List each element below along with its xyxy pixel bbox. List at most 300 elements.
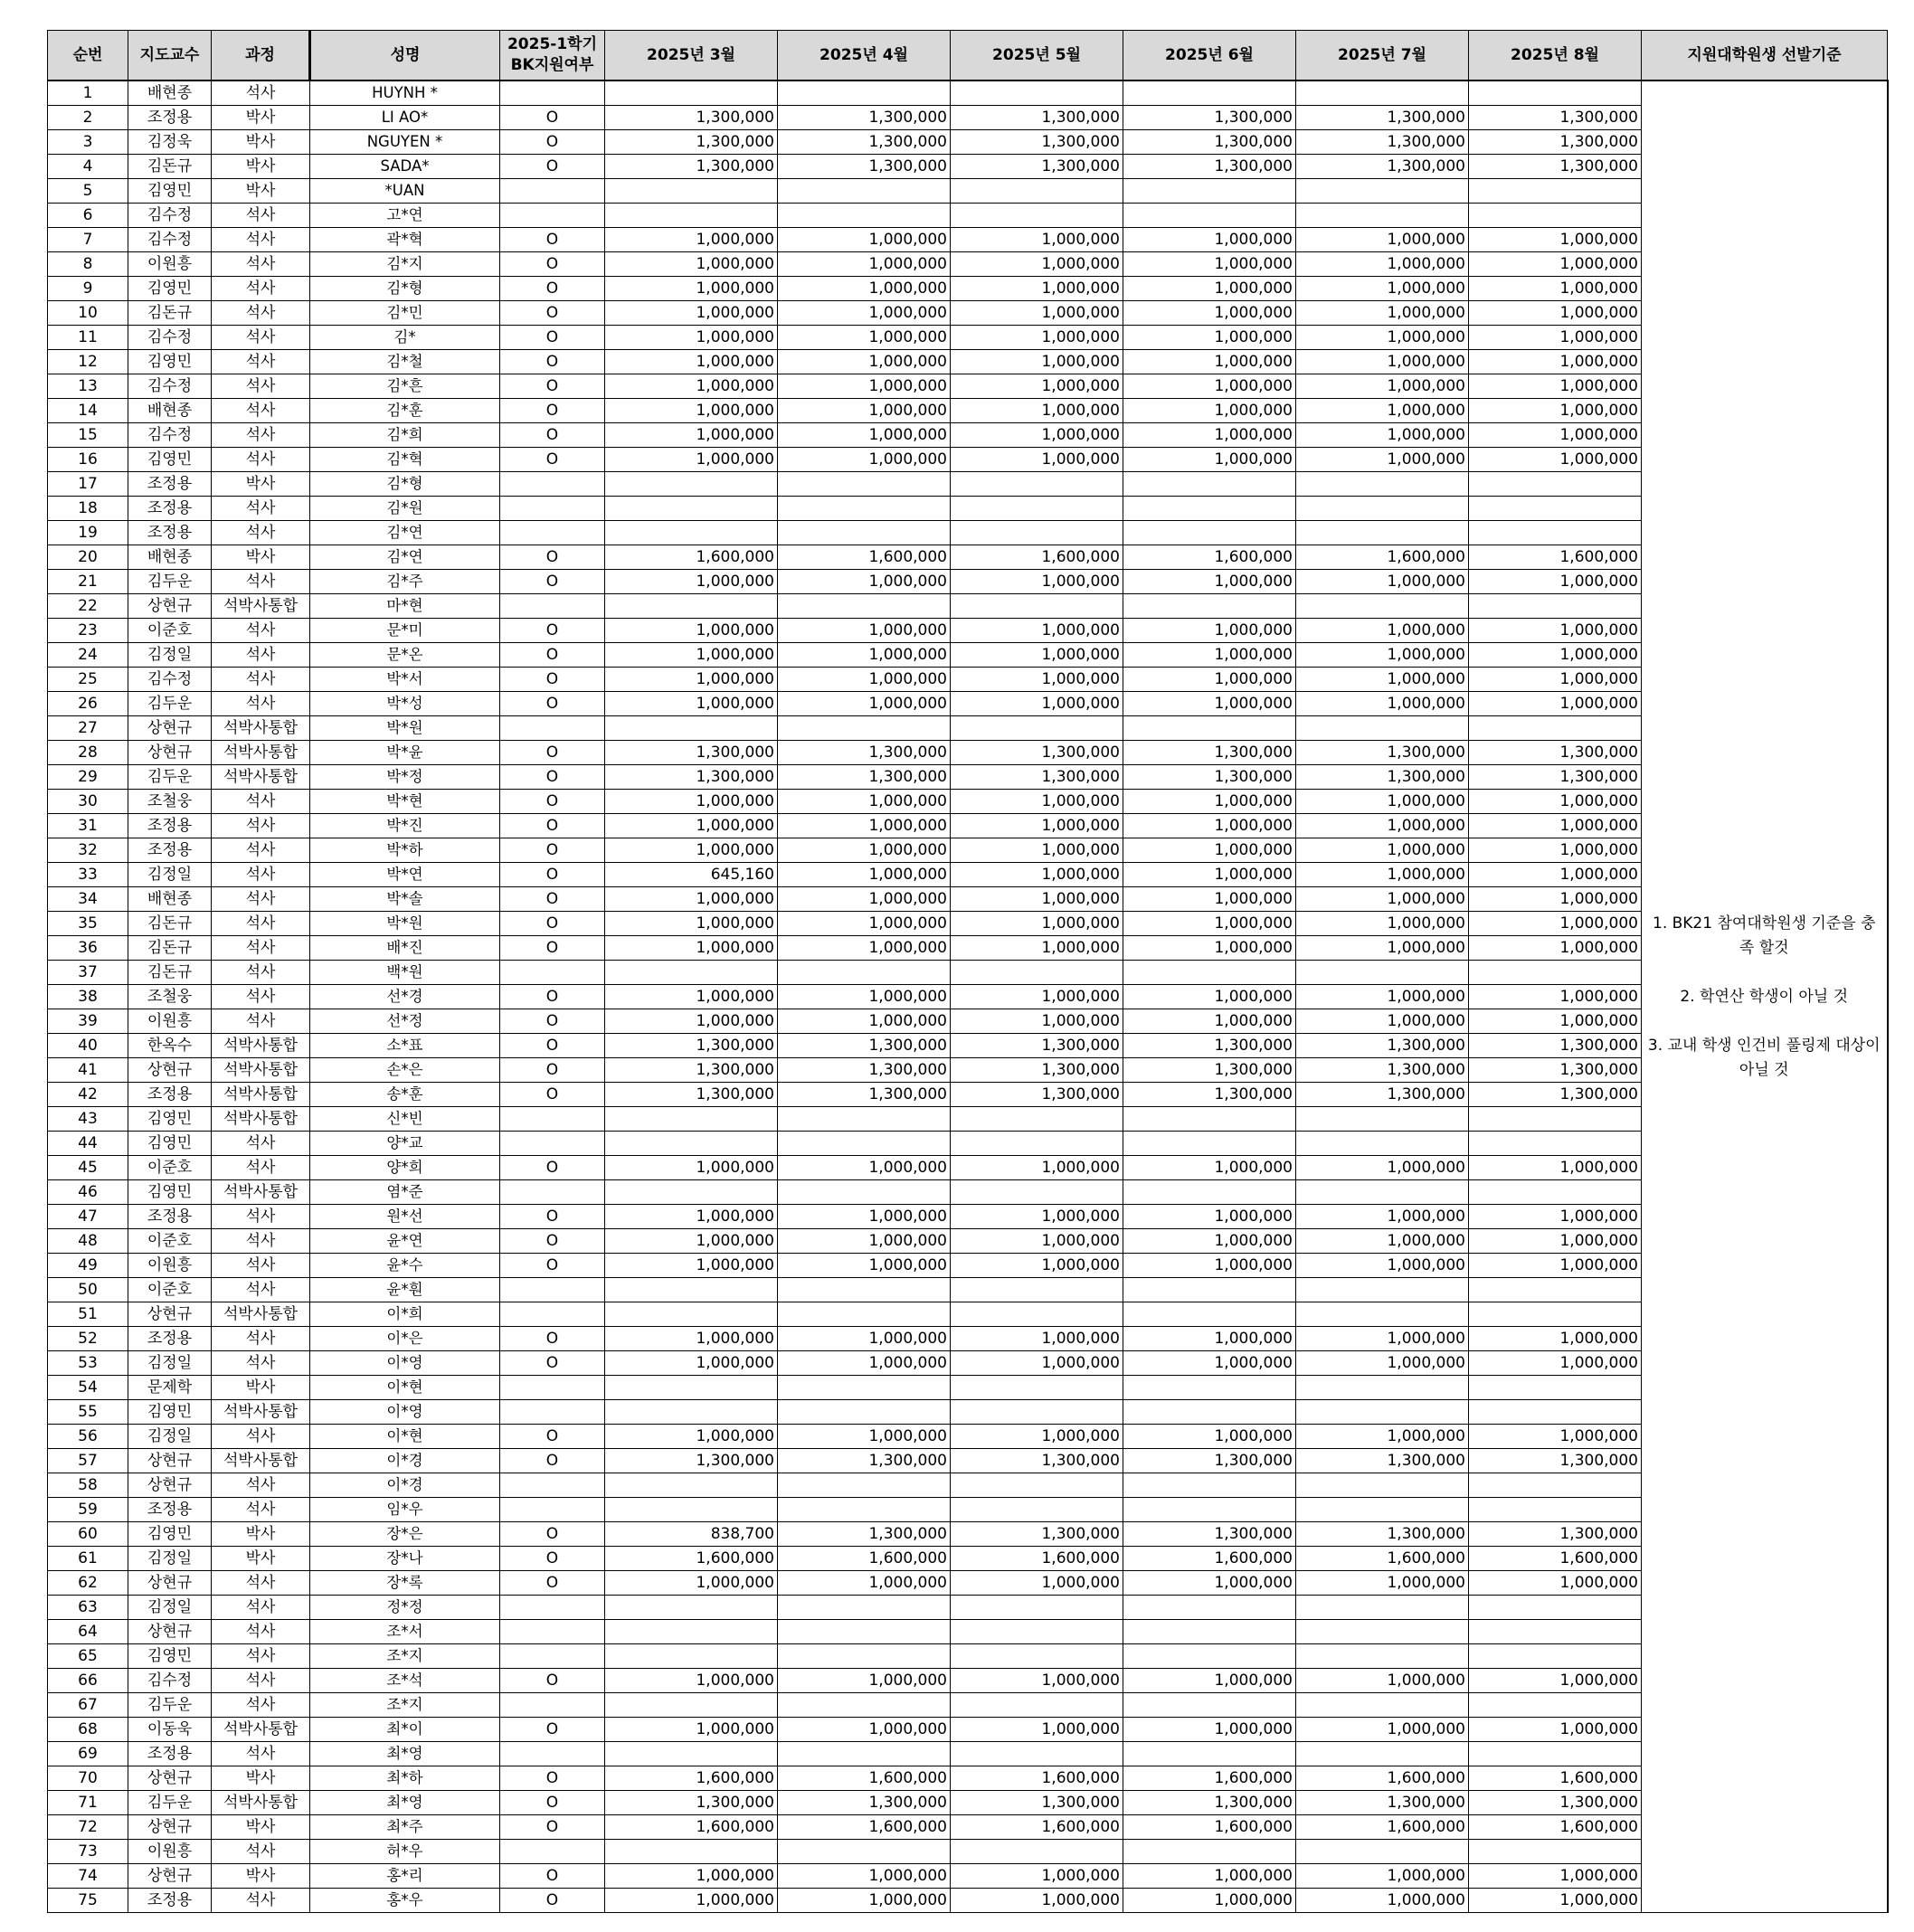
table-row xyxy=(48,741,1888,765)
row-bk-support xyxy=(500,1742,605,1766)
row-month-amount: 1,000,000 xyxy=(1469,668,1642,692)
row-no: 51 xyxy=(48,1302,128,1327)
row-month-amount: 1,600,000 xyxy=(951,1815,1123,1840)
row-month-amount: 1,000,000 xyxy=(605,936,778,961)
row-no: 1 xyxy=(48,80,128,106)
row-month-amount xyxy=(778,521,951,545)
row-course: 석사 xyxy=(212,350,310,374)
table-row xyxy=(48,1596,1888,1620)
row-month-amount: 1,000,000 xyxy=(1469,1009,1642,1034)
row-bk-support: O xyxy=(500,277,605,301)
row-month-amount: 1,000,000 xyxy=(1296,326,1469,350)
row-month-amount xyxy=(778,179,951,204)
row-month-amount: 1,300,000 xyxy=(1296,130,1469,155)
row-month-amount: 1,000,000 xyxy=(1123,1009,1296,1034)
row-name: 김*철 xyxy=(310,350,500,374)
row-course: 석사 xyxy=(212,301,310,326)
row-month-amount: 1,000,000 xyxy=(951,570,1123,594)
row-no: 68 xyxy=(48,1718,128,1742)
row-professor: 상현규 xyxy=(128,716,212,741)
row-professor: 김수정 xyxy=(128,374,212,399)
table-row xyxy=(48,277,1888,301)
table-row xyxy=(48,1034,1888,1058)
row-month-amount xyxy=(605,961,778,985)
row-month-amount xyxy=(1123,1400,1296,1425)
row-professor: 이준호 xyxy=(128,1229,212,1254)
row-bk-support: O xyxy=(500,1205,605,1229)
row-bk-support: O xyxy=(500,912,605,936)
row-professor: 이원흥 xyxy=(128,1254,212,1278)
row-name: 장*나 xyxy=(310,1547,500,1571)
row-month-amount: 1,000,000 xyxy=(1123,814,1296,838)
row-month-amount xyxy=(1123,521,1296,545)
row-month-amount: 1,000,000 xyxy=(951,619,1123,643)
row-month-amount xyxy=(1123,716,1296,741)
row-bk-support xyxy=(500,472,605,497)
row-professor: 이동욱 xyxy=(128,1718,212,1742)
row-bk-support: O xyxy=(500,1669,605,1693)
row-month-amount xyxy=(1469,1644,1642,1669)
row-month-amount: 1,000,000 xyxy=(605,668,778,692)
table-row xyxy=(48,252,1888,277)
row-month-amount: 1,000,000 xyxy=(1469,1205,1642,1229)
row-bk-support xyxy=(500,497,605,521)
row-month-amount: 1,600,000 xyxy=(1123,1815,1296,1840)
row-name: 마*현 xyxy=(310,594,500,619)
row-month-amount: 1,600,000 xyxy=(1469,545,1642,570)
row-month-amount: 1,300,000 xyxy=(1123,1449,1296,1473)
row-bk-support: O xyxy=(500,1547,605,1571)
row-course: 석사 xyxy=(212,277,310,301)
row-professor: 조철웅 xyxy=(128,790,212,814)
row-professor: 조정용 xyxy=(128,106,212,130)
row-month-amount: 1,000,000 xyxy=(1469,448,1642,472)
criteria-item: 2. 학연산 학생이 아닐 것 xyxy=(1680,987,1849,1006)
table-row xyxy=(48,985,1888,1009)
row-bk-support: O xyxy=(500,863,605,887)
row-professor: 배현종 xyxy=(128,545,212,570)
row-month-amount xyxy=(1123,1132,1296,1156)
row-no: 10 xyxy=(48,301,128,326)
row-month-amount: 1,300,000 xyxy=(605,155,778,179)
row-month-amount: 1,300,000 xyxy=(1469,765,1642,790)
row-month-amount: 1,000,000 xyxy=(951,1425,1123,1449)
header-month-aug: 2025년 8월 xyxy=(1469,31,1642,81)
row-month-amount: 1,000,000 xyxy=(778,912,951,936)
row-month-amount xyxy=(1123,1693,1296,1718)
row-month-amount: 1,300,000 xyxy=(1123,106,1296,130)
row-month-amount xyxy=(1469,1840,1642,1864)
row-month-amount: 1,000,000 xyxy=(1123,228,1296,252)
row-no: 13 xyxy=(48,374,128,399)
row-month-amount xyxy=(1296,1693,1469,1718)
row-bk-support: O xyxy=(500,1034,605,1058)
row-no: 21 xyxy=(48,570,128,594)
row-professor: 상현규 xyxy=(128,1620,212,1644)
row-month-amount xyxy=(1296,1620,1469,1644)
row-name: 김* xyxy=(310,326,500,350)
row-month-amount xyxy=(1296,1400,1469,1425)
row-month-amount xyxy=(778,1693,951,1718)
row-month-amount xyxy=(1469,961,1642,985)
row-course: 박사 xyxy=(212,1547,310,1571)
row-name: 신*빈 xyxy=(310,1107,500,1132)
row-bk-support: O xyxy=(500,1351,605,1376)
row-month-amount: 1,000,000 xyxy=(1296,936,1469,961)
row-course: 석사 xyxy=(212,1425,310,1449)
row-no: 22 xyxy=(48,594,128,619)
row-name: 김*희 xyxy=(310,423,500,448)
table-row xyxy=(48,716,1888,741)
row-name: 김*혁 xyxy=(310,448,500,472)
row-course: 박사 xyxy=(212,1864,310,1889)
row-month-amount: 1,000,000 xyxy=(1123,1351,1296,1376)
row-month-amount: 1,000,000 xyxy=(605,1425,778,1449)
row-name: 김*연 xyxy=(310,545,500,570)
row-bk-support: O xyxy=(500,570,605,594)
header-month-jul: 2025년 7월 xyxy=(1296,31,1469,81)
row-month-amount: 1,000,000 xyxy=(1469,228,1642,252)
row-professor: 상현규 xyxy=(128,1449,212,1473)
row-no: 31 xyxy=(48,814,128,838)
row-month-amount xyxy=(951,80,1123,106)
row-month-amount: 1,000,000 xyxy=(1469,1571,1642,1596)
row-bk-support: O xyxy=(500,130,605,155)
row-month-amount: 1,000,000 xyxy=(1469,692,1642,716)
row-month-amount xyxy=(778,497,951,521)
row-name: HUYNH * xyxy=(310,80,500,106)
row-course: 석사 xyxy=(212,619,310,643)
row-bk-support: O xyxy=(500,326,605,350)
row-month-amount: 1,300,000 xyxy=(1123,741,1296,765)
table-row xyxy=(48,1205,1888,1229)
row-month-amount: 1,300,000 xyxy=(778,106,951,130)
row-month-amount: 1,300,000 xyxy=(951,1083,1123,1107)
row-month-amount: 1,300,000 xyxy=(951,1058,1123,1083)
row-month-amount: 1,000,000 xyxy=(778,423,951,448)
row-month-amount xyxy=(778,80,951,106)
table-row xyxy=(48,1229,1888,1254)
row-month-amount xyxy=(778,1180,951,1205)
row-month-amount: 1,000,000 xyxy=(1296,301,1469,326)
table-row xyxy=(48,423,1888,448)
row-month-amount: 1,000,000 xyxy=(1469,985,1642,1009)
row-professor: 김영민 xyxy=(128,277,212,301)
row-month-amount: 1,300,000 xyxy=(951,1791,1123,1815)
row-bk-support xyxy=(500,521,605,545)
row-professor: 조정용 xyxy=(128,1083,212,1107)
row-bk-support: O xyxy=(500,1254,605,1278)
row-month-amount xyxy=(1469,1498,1642,1522)
row-professor: 조정용 xyxy=(128,838,212,863)
row-month-amount: 1,000,000 xyxy=(605,1864,778,1889)
header-month-mar: 2025년 3월 xyxy=(605,31,778,81)
row-name: 최*이 xyxy=(310,1718,500,1742)
row-no: 60 xyxy=(48,1522,128,1547)
row-name: 장*록 xyxy=(310,1571,500,1596)
row-month-amount: 1,300,000 xyxy=(1296,1034,1469,1058)
row-course: 석박사통합 xyxy=(212,765,310,790)
row-professor: 김정일 xyxy=(128,643,212,668)
row-month-amount: 1,000,000 xyxy=(951,1327,1123,1351)
row-month-amount xyxy=(1123,179,1296,204)
row-name: 박*진 xyxy=(310,814,500,838)
row-month-amount: 1,000,000 xyxy=(605,374,778,399)
table-row xyxy=(48,1058,1888,1083)
row-no: 65 xyxy=(48,1644,128,1669)
row-month-amount xyxy=(1469,1742,1642,1766)
row-month-amount xyxy=(951,594,1123,619)
table-row xyxy=(48,887,1888,912)
row-month-amount: 1,000,000 xyxy=(1123,570,1296,594)
row-course: 석사 xyxy=(212,961,310,985)
row-course: 석사 xyxy=(212,1742,310,1766)
table-row xyxy=(48,1425,1888,1449)
row-month-amount: 1,000,000 xyxy=(778,301,951,326)
table-row xyxy=(48,619,1888,643)
row-course: 석박사통합 xyxy=(212,1180,310,1205)
row-month-amount: 1,000,000 xyxy=(951,863,1123,887)
row-course: 석사 xyxy=(212,1254,310,1278)
row-month-amount: 1,000,000 xyxy=(778,570,951,594)
row-month-amount: 1,000,000 xyxy=(605,1669,778,1693)
row-month-amount: 1,000,000 xyxy=(951,1205,1123,1229)
row-month-amount: 1,000,000 xyxy=(605,1254,778,1278)
row-month-amount xyxy=(1296,1596,1469,1620)
row-professor: 조정용 xyxy=(128,814,212,838)
row-professor: 김영민 xyxy=(128,1132,212,1156)
row-month-amount: 1,000,000 xyxy=(1296,985,1469,1009)
row-month-amount xyxy=(1469,1596,1642,1620)
row-month-amount xyxy=(951,1107,1123,1132)
row-month-amount: 1,000,000 xyxy=(1296,1718,1469,1742)
row-month-amount: 1,300,000 xyxy=(1469,1449,1642,1473)
row-month-amount xyxy=(1469,1278,1642,1302)
row-month-amount: 1,000,000 xyxy=(1296,619,1469,643)
row-month-amount: 1,000,000 xyxy=(1123,1718,1296,1742)
row-bk-support: O xyxy=(500,1449,605,1473)
row-name: 이*영 xyxy=(310,1351,500,1376)
row-name: 배*진 xyxy=(310,936,500,961)
row-no: 49 xyxy=(48,1254,128,1278)
row-month-amount: 1,000,000 xyxy=(951,350,1123,374)
row-month-amount: 1,000,000 xyxy=(778,1009,951,1034)
row-month-amount: 1,000,000 xyxy=(951,326,1123,350)
table-row xyxy=(48,179,1888,204)
row-month-amount: 1,000,000 xyxy=(778,228,951,252)
row-month-amount xyxy=(605,1473,778,1498)
table-row xyxy=(48,80,1888,106)
row-month-amount: 1,300,000 xyxy=(1296,1058,1469,1083)
row-name: 김*주 xyxy=(310,570,500,594)
row-month-amount: 1,000,000 xyxy=(1469,838,1642,863)
row-bk-support: O xyxy=(500,1791,605,1815)
row-professor: 김두운 xyxy=(128,765,212,790)
row-no: 69 xyxy=(48,1742,128,1766)
row-no: 58 xyxy=(48,1473,128,1498)
row-professor: 김정일 xyxy=(128,1425,212,1449)
table-row xyxy=(48,1254,1888,1278)
row-bk-support: O xyxy=(500,1058,605,1083)
row-course: 석사 xyxy=(212,1156,310,1180)
table-row xyxy=(48,228,1888,252)
row-month-amount: 1,000,000 xyxy=(605,1571,778,1596)
row-month-amount: 1,600,000 xyxy=(778,1815,951,1840)
row-month-amount xyxy=(1123,961,1296,985)
row-name: 최*주 xyxy=(310,1815,500,1840)
row-bk-support: O xyxy=(500,1156,605,1180)
row-month-amount xyxy=(1469,179,1642,204)
table-row xyxy=(48,106,1888,130)
row-month-amount xyxy=(1296,1498,1469,1522)
table-row xyxy=(48,204,1888,228)
row-month-amount: 1,000,000 xyxy=(1123,1229,1296,1254)
row-course: 석사 xyxy=(212,399,310,423)
row-no: 71 xyxy=(48,1791,128,1815)
row-course: 석사 xyxy=(212,326,310,350)
row-month-amount: 1,300,000 xyxy=(1296,1791,1469,1815)
row-month-amount: 1,000,000 xyxy=(1296,1205,1469,1229)
row-course: 석사 xyxy=(212,1009,310,1034)
row-month-amount xyxy=(951,961,1123,985)
row-month-amount xyxy=(1296,1132,1469,1156)
row-month-amount: 1,000,000 xyxy=(1469,277,1642,301)
row-professor: 김정욱 xyxy=(128,130,212,155)
row-month-amount: 1,000,000 xyxy=(778,1571,951,1596)
row-month-amount: 1,300,000 xyxy=(778,1058,951,1083)
row-no: 17 xyxy=(48,472,128,497)
row-name: 박*원 xyxy=(310,912,500,936)
row-month-amount: 1,000,000 xyxy=(1296,1156,1469,1180)
row-month-amount: 1,300,000 xyxy=(1469,1034,1642,1058)
row-course: 석박사통합 xyxy=(212,1034,310,1058)
row-month-amount: 1,000,000 xyxy=(1296,1425,1469,1449)
row-month-amount: 1,000,000 xyxy=(605,1889,778,1913)
row-no: 27 xyxy=(48,716,128,741)
row-month-amount: 1,000,000 xyxy=(778,1327,951,1351)
row-name: 김*원 xyxy=(310,497,500,521)
row-month-amount xyxy=(605,80,778,106)
row-month-amount: 1,000,000 xyxy=(1123,692,1296,716)
row-month-amount: 1,600,000 xyxy=(1469,1815,1642,1840)
row-month-amount: 1,000,000 xyxy=(1296,399,1469,423)
row-course: 석박사통합 xyxy=(212,1718,310,1742)
row-month-amount xyxy=(951,179,1123,204)
row-month-amount: 1,000,000 xyxy=(605,1351,778,1376)
row-month-amount: 1,000,000 xyxy=(1296,277,1469,301)
row-professor: 김영민 xyxy=(128,1107,212,1132)
row-course: 석사 xyxy=(212,1840,310,1864)
row-no: 59 xyxy=(48,1498,128,1522)
row-month-amount: 1,000,000 xyxy=(1123,252,1296,277)
row-month-amount xyxy=(1296,80,1469,106)
row-name: 이*은 xyxy=(310,1327,500,1351)
row-month-amount: 1,000,000 xyxy=(951,790,1123,814)
table-row xyxy=(48,936,1888,961)
row-month-amount xyxy=(605,1132,778,1156)
row-month-amount xyxy=(951,1620,1123,1644)
row-month-amount: 1,000,000 xyxy=(1296,790,1469,814)
row-course: 석사 xyxy=(212,1644,310,1669)
row-month-amount: 1,000,000 xyxy=(605,692,778,716)
row-month-amount xyxy=(1123,1620,1296,1644)
row-month-amount xyxy=(1469,1376,1642,1400)
row-month-amount: 1,000,000 xyxy=(605,570,778,594)
row-month-amount: 1,000,000 xyxy=(778,1425,951,1449)
table-row xyxy=(48,1107,1888,1132)
row-bk-support: O xyxy=(500,1425,605,1449)
table-row xyxy=(48,448,1888,472)
row-month-amount xyxy=(1469,521,1642,545)
table-row xyxy=(48,1571,1888,1596)
row-month-amount: 1,000,000 xyxy=(1469,912,1642,936)
row-month-amount: 1,000,000 xyxy=(1123,1864,1296,1889)
row-month-amount xyxy=(605,594,778,619)
row-no: 72 xyxy=(48,1815,128,1840)
row-professor: 상현규 xyxy=(128,594,212,619)
row-month-amount: 1,000,000 xyxy=(778,1889,951,1913)
row-course: 석사 xyxy=(212,1278,310,1302)
row-month-amount: 1,300,000 xyxy=(778,765,951,790)
header-month-may: 2025년 5월 xyxy=(951,31,1123,81)
row-name: 백*원 xyxy=(310,961,500,985)
table-row xyxy=(48,1083,1888,1107)
row-bk-support: O xyxy=(500,1009,605,1034)
row-no: 30 xyxy=(48,790,128,814)
row-no: 37 xyxy=(48,961,128,985)
row-month-amount: 1,000,000 xyxy=(1123,912,1296,936)
row-professor: 상현규 xyxy=(128,1473,212,1498)
row-month-amount: 1,300,000 xyxy=(778,1522,951,1547)
table-row xyxy=(48,1351,1888,1376)
criteria-cell xyxy=(1642,80,1888,1913)
row-month-amount: 1,000,000 xyxy=(605,350,778,374)
table-row xyxy=(48,1498,1888,1522)
row-no: 14 xyxy=(48,399,128,423)
row-course: 석사 xyxy=(212,521,310,545)
row-course: 석박사통합 xyxy=(212,1083,310,1107)
table-row xyxy=(48,1302,1888,1327)
row-month-amount: 1,000,000 xyxy=(778,668,951,692)
row-month-amount: 1,000,000 xyxy=(1123,448,1296,472)
header-bk-line2: BK지원여부 xyxy=(510,56,594,74)
row-month-amount xyxy=(951,1278,1123,1302)
row-month-amount: 1,000,000 xyxy=(1123,399,1296,423)
row-professor: 한옥수 xyxy=(128,1034,212,1058)
row-month-amount xyxy=(1123,1644,1296,1669)
row-course: 석사 xyxy=(212,985,310,1009)
row-month-amount: 1,000,000 xyxy=(1296,1009,1469,1034)
row-course: 석사 xyxy=(212,1229,310,1254)
row-professor: 김영민 xyxy=(128,1522,212,1547)
row-month-amount: 1,600,000 xyxy=(1123,545,1296,570)
row-no: 61 xyxy=(48,1547,128,1571)
row-month-amount xyxy=(1469,1620,1642,1644)
row-month-amount: 1,300,000 xyxy=(778,1449,951,1473)
row-month-amount: 1,300,000 xyxy=(1123,1522,1296,1547)
row-month-amount: 1,000,000 xyxy=(951,814,1123,838)
row-month-amount: 1,000,000 xyxy=(1123,277,1296,301)
row-month-amount: 1,000,000 xyxy=(1296,814,1469,838)
row-month-amount xyxy=(951,521,1123,545)
row-month-amount xyxy=(1296,1278,1469,1302)
row-month-amount: 1,000,000 xyxy=(778,399,951,423)
row-month-amount: 1,000,000 xyxy=(778,1229,951,1254)
row-month-amount: 1,000,000 xyxy=(778,1156,951,1180)
row-professor: 이원흥 xyxy=(128,1840,212,1864)
table-row xyxy=(48,765,1888,790)
row-bk-support xyxy=(500,1400,605,1425)
